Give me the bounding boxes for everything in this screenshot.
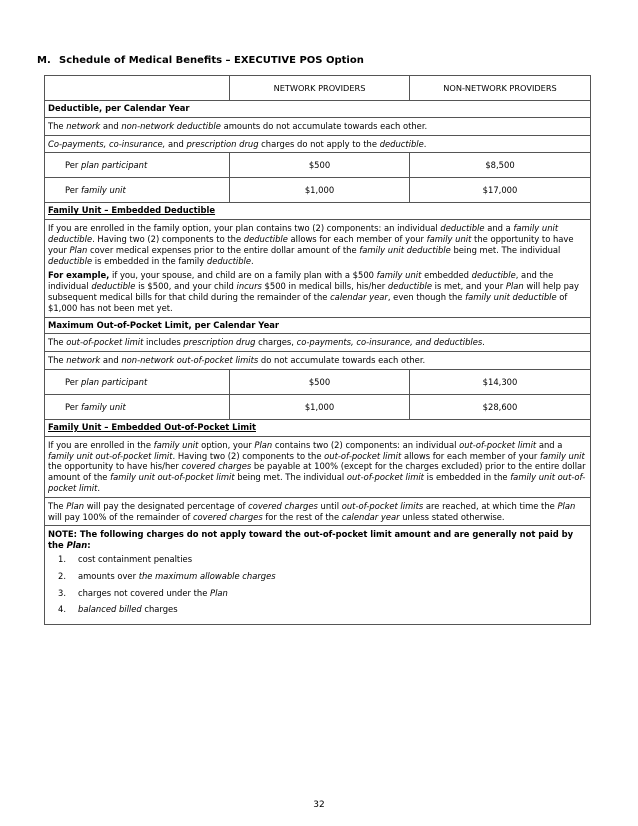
section-number: M. [37, 55, 51, 66]
list-item [48, 588, 587, 599]
deductible-heading: Deductible, per Calendar Year [48, 103, 190, 113]
network-value: $500 [230, 153, 410, 178]
embedded-deductible-heading: Family Unit – Embedded Deductible [48, 205, 216, 216]
row-label: Per plan participant [45, 369, 230, 394]
oop-note-includes: The out-of-pocket limit includes prescription drug charges, co-payments, co-insurance, and deductibles. [48, 337, 485, 348]
non-network-providers-header: NON-NETWORK PROVIDERS [410, 76, 591, 101]
deductible-intro-cell [45, 101, 591, 153]
non-network-value: $17,000 [410, 178, 591, 203]
network-value: $1,000 [230, 394, 410, 419]
benefits-schedule-table [44, 75, 591, 625]
deductible-intro-row [45, 101, 591, 153]
table-row [45, 394, 591, 419]
divider [45, 351, 590, 352]
embedded-deductible-example: For example, if you, your spouse, and child are on a family plan with a $500 family unit embedded deductible, and the individual deductible is $500, and your child incurs $500 in medical bills, his/her deductible is met, and your Plan will help pay subsequent medical bills for that child during the remainder of the calendar year, even though the family unit deductible of $1,000 has not been met yet. [48, 270, 580, 313]
divider [45, 117, 590, 118]
table-row [45, 369, 591, 394]
list-text: balanced billed charges [78, 604, 178, 615]
table-row [45, 153, 591, 178]
divider [45, 436, 590, 437]
oop-exclusions-note: NOTE: The following charges do not apply toward the out-of-pocket limit amount and are generally not paid by the Plan: [48, 529, 574, 551]
network-value: $500 [230, 369, 410, 394]
deductible-note-copay: Co-payments, co-insurance, and prescription drug charges do not apply to the deductible. [48, 138, 427, 149]
divider [45, 135, 590, 136]
table-row [45, 178, 591, 203]
divider [45, 333, 590, 334]
deductible-note-accumulate: The network and non-network deductible amounts do not accumulate towards each other. [48, 120, 428, 131]
row-label: Per family unit [45, 178, 230, 203]
embedded-oop-row [45, 419, 591, 624]
embedded-deductible-row [45, 203, 591, 317]
page-number: 32 [313, 800, 325, 810]
divider [45, 219, 590, 220]
excluded-charges-list [48, 554, 587, 615]
header-blank-cell [45, 76, 230, 101]
section-title: Schedule of Medical Benefits – EXECUTIVE POS Option [59, 55, 364, 66]
embedded-deductible-cell [45, 203, 591, 317]
oop-intro-row [45, 317, 591, 369]
network-providers-header: NETWORK PROVIDERS [230, 76, 410, 101]
list-text: cost containment penalties [78, 553, 193, 564]
row-label: Per plan participant [45, 153, 230, 178]
oop-intro-cell [45, 317, 591, 369]
list-item [48, 571, 587, 582]
plan-payment-paragraph: The Plan will pay the designated percentage of covered charges until out-of-pocket limits are reached, at which time the Plan will pay 100% of the remainder of covered charges for the rest of the calendar year unless stated otherwise. [48, 500, 576, 522]
embedded-oop-cell [45, 419, 591, 624]
network-value: $1,000 [230, 178, 410, 203]
section-heading [37, 55, 364, 66]
list-text: amounts over the maximum allowable charges [78, 570, 276, 581]
list-item [48, 554, 587, 565]
non-network-value: $8,500 [410, 153, 591, 178]
list-number: 1. [58, 553, 66, 564]
embedded-deductible-paragraph: If you are enrolled in the family option, your plan contains two (2) components: an individual deductible and a family unit deductible. Having two (2) components to the deductible allows for each member of your family unit the opportunity to have your Plan cover medical expenses prior to the entire dollar amount of the family unit deductible being met. The individual deductible is embedded in the family deductible. [48, 223, 574, 266]
embedded-oop-paragraph: If you are enrolled in the family unit option, your Plan contains two (2) components: an individual out-of-pocket limit and a family unit out-of-pocket limit. Having two (2) components to the out-of-pocket limit allows for each member of your family unit the opportunity to have his/her covered charges be payable at 100% (except for the charges excluded) prior to the entire dollar amount of the family unit out-of-pocket limit being met. The individual out-of-pocket limit is embedded in the family unit out-of-pocket limit. [48, 439, 586, 493]
non-network-value: $14,300 [410, 369, 591, 394]
non-network-value: $28,600 [410, 394, 591, 419]
table-header-row [45, 76, 591, 101]
divider [45, 497, 590, 498]
list-item [48, 604, 587, 615]
divider [45, 525, 590, 526]
row-label: Per family unit [45, 394, 230, 419]
list-number: 4. [58, 604, 66, 615]
oop-heading: Maximum Out-of-Pocket Limit, per Calendar Year [48, 319, 280, 330]
list-number: 3. [58, 587, 66, 598]
oop-note-accumulate: The network and non-network out-of-pocket limits do not accumulate towards each other. [48, 355, 426, 366]
list-text: charges not covered under the Plan [78, 587, 228, 598]
embedded-oop-heading: Family Unit – Embedded Out-of-Pocket Limit [48, 421, 256, 432]
list-number: 2. [58, 570, 66, 581]
